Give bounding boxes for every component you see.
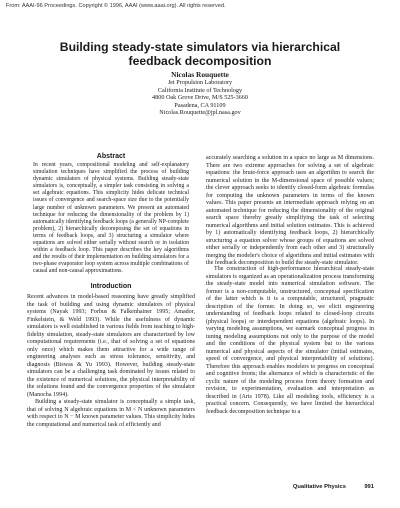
copyright-note: From: AAAI-96 Proceedings. Copyright © 1996, AAAI (www.aaai.org). All rights reserved. xyxy=(6,3,226,9)
affiliation-line: 4800 Oak Grove Drive, M/S 525-3660 xyxy=(152,94,248,102)
intro-paragraph: Recent advances in model-based reasoning have greatly simplified the task of building and using dynamic simulators of physical systems (Nayak 1993; Forbus & Falkenhainer 1995; Amador, Finkelstein, & Weld 1993). While the usefulness of dynamic simulators is well established in various fields from teaching to high-fidelity simulation, steady-state simulators are characterized by low computational requirements (i.e., that of solving a set of equations only once) which makes them attractive for a wide range of engineering analyses such as stress tolerance, sensitivity, and diagnosis (Biswas & Yu 1993). However, building steady-state simulators can be a challenging task dominated by issues related to the existence of numerical solutions, the physical interpretability of the solutions found and the convergence properties of the simulator (Manocha 1994). xyxy=(27,294,195,398)
author-block xyxy=(110,70,290,117)
footer-section-name: Qualitative Physics xyxy=(292,484,346,490)
introduction-body xyxy=(27,294,195,429)
author-email: Nicolas.Rouquette@jpl.nasa.gov xyxy=(159,109,241,117)
introduction-heading: Introduction xyxy=(90,283,132,290)
affiliation-line: Jet Propulsion Laboratory xyxy=(167,79,233,86)
affiliation-line: Pasadena, CA 91109 xyxy=(174,101,226,109)
right-column-bottom-text: The construction of high-performance hierarchical steady-state simulators is organized as an operationalization process transforming the steady-state model into numerical simulation software. The former is a non-computable, unstructured, conceptual specification of the latter which is it is a computable, structured, pragmatic description of the former. In doing so, we elicit engineering understanding of feedback loops related to closed-loop circuits (physical loops) or interdependent equations (algebraic loops). In varying modeling assumptions, we earmark conceptual progress in tuning modeling assumptions not only to the purpose of the model and the conditions of the physical system but to the various numerical and physical aspects of the simulator (initial estimates, speed of convergence, and physical interpretability of solutions). Therefore this approach enables modelers to progress on conceptual and cognitive fronts; the alternance of which is characteristic of the cyclic nature of the modeling process from theory formation and revision, to experimentation, evaluation and interpretation as described in (Aris 1978). Like all modeling tools, efficiency is a practical concern. Consequently, we have limited the hierarchical feedback decomposition technique to a xyxy=(206,266,374,415)
paper-title: Building steady-state simulators via hierarchical feedback decomposition xyxy=(59,40,341,68)
abstract-text: In recent years, compositional modeling and self-explanatory simulation techniques have simplified the process of building dynamic simulators of physical systems. Building steady-state simulators is, conceptually, a simpler task consisting in solving a set algebraic equations. This simplicity hides delicate technical issues of convergence and search-space size due to the potentially large number of unknown parameters. We present an automated technique for reducing the dimensionality of the problem by 1) automatically identifying feedback loops (a generally NP-complete problem), 2) hierarchically decomposing the set of equations in terms of feedback loops, and 3) structuring a simulator where equations are solved either serially without search or in isolation within a feedback loop. This paper describes the key algorithms and the results of their implementation on building simulators for a two-phase evaporator loop system across multiple combinations of causal and non-causal approximations. xyxy=(33,162,189,275)
intro-paragraph: Building a steady-state simulator is conceptually a simple task, that of solving N algebraic equations in M < N unknown parameters with respect to N − M known parameter values. This simplicity hides the computational and numerical task of efficiently and xyxy=(27,399,195,428)
abstract-heading: Abstract xyxy=(96,153,126,160)
affiliation-line: California Institute of Technology xyxy=(157,86,243,94)
page-number: 991 xyxy=(364,484,374,490)
right-column-top-text: accurately searching a solution in a space no large as M dimensions. There are two extreme approaches for solving a set of algebraic equations: the brute-force approach uses an algorithm to search the numerical solution in the M-dimensional space of possible values; the clever approach seeks to identify closed-form algebraic formulas for computing the unknown parameters in terms of the known values. This paper presents an intermediate approach relying on an automated technique for reducing the dimensionality of the original search space thereby greatly simplifying the task of selecting numerical algorithms and initial solution estimates. This is achieved by 1) automatically identifying feedback loops, 2) hierarchically structuring a equation solver whose groups of equations are solved either serially or independently from each other and 3) structurally merging the modeler's choice of algorithms and initial estimates with the feedback decomposition to build the steady-state simulator. xyxy=(206,155,374,266)
author-name: Nicolas Rouquette xyxy=(171,70,229,79)
